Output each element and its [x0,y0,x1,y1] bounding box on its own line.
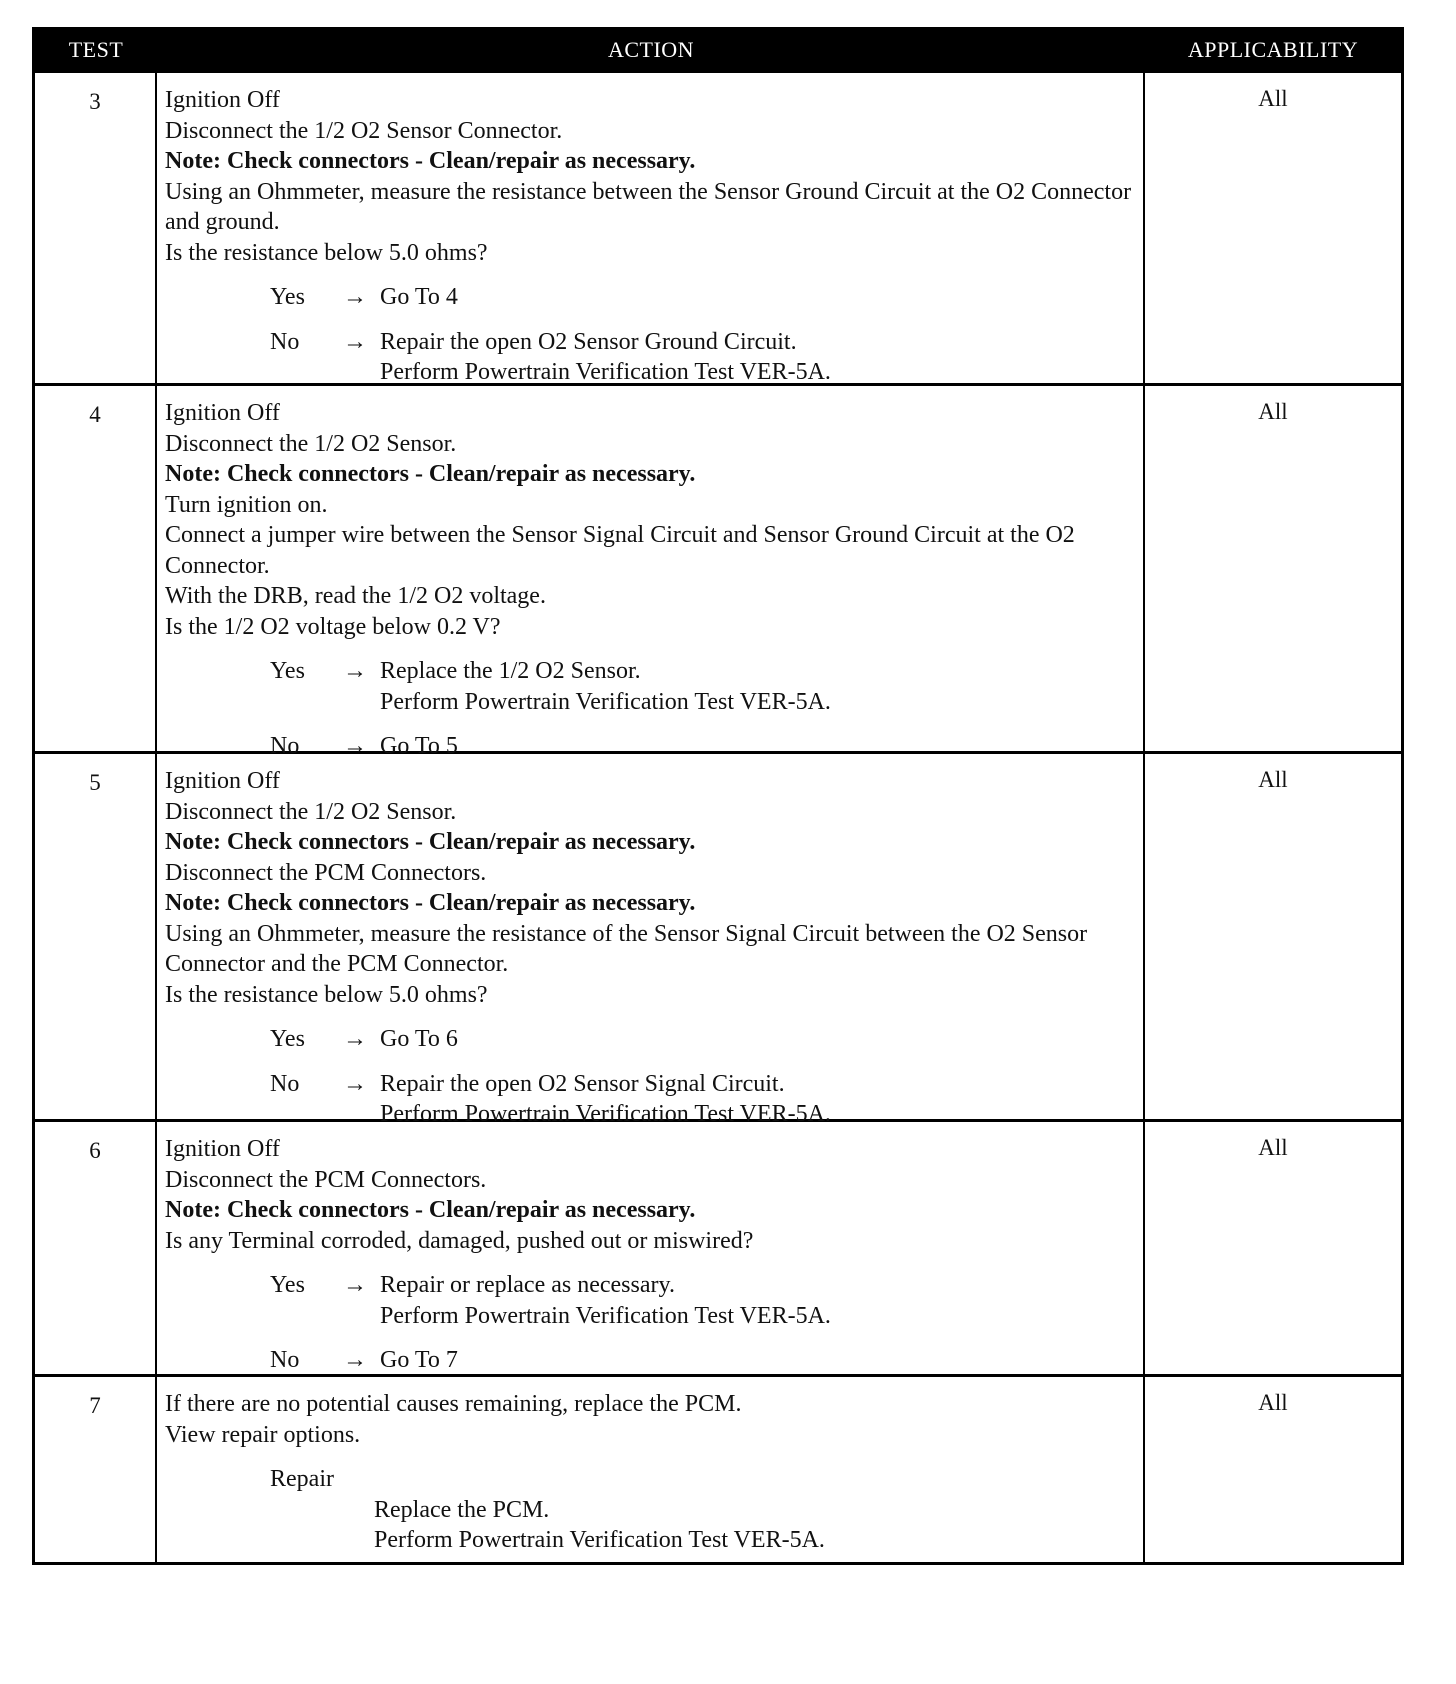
table-header [35,30,1401,70]
question-line: Is the resistance below 5.0 ohms? [165,981,488,1008]
yes-answer [270,282,1135,313]
applicability-cell: All [1258,1135,1288,1160]
note-line: Note: Check connectors - Clean/repair as necessary. [165,148,696,174]
test-number: 6 [35,1122,157,1374]
action-line: Using an Ohmmeter, measure the resistance of the Sensor Signal Circuit between the O2 Sensor Connector and the PCM Connector. [165,920,1088,977]
no-result-verify: Perform Powertrain Verification Test VER-5A. [380,359,831,385]
repair-block [270,1464,1135,1556]
no-label: No [270,1070,300,1097]
yes-result: Go To 4 [380,284,458,310]
no-answer [270,1345,1135,1376]
note-line: Note: Check connectors - Clean/repair as necessary. [165,829,696,855]
test-number: 5 [35,754,157,1119]
action-line: Using an Ohmmeter, measure the resistance between the Sensor Ground Circuit at the O2 Connector and ground. [165,178,1132,235]
yes-result: Replace the 1/2 O2 Sensor. [380,658,641,684]
yes-result: Go To 6 [380,1026,458,1052]
yes-label: Yes [270,1026,305,1052]
action-line: Turn ignition on. [165,491,328,518]
question-line: Is the resistance below 5.0 ohms? [165,239,488,266]
header-applicability: APPLICABILITY [1187,37,1359,62]
applicability-cell: All [1258,1390,1288,1415]
no-result: Go To 7 [380,1347,458,1373]
action-line: Ignition Off [165,87,280,113]
no-label: No [270,1347,300,1373]
arrow-icon: → [343,1070,367,1097]
action-line: Disconnect the PCM Connectors. [165,859,487,886]
repair-verify: Perform Powertrain Verification Test VER-5A. [374,1527,825,1553]
test-row-7 [35,1374,1401,1562]
note-line: Note: Check connectors - Clean/repair as necessary. [165,890,696,916]
arrow-icon: → [343,733,367,759]
yes-label: Yes [270,1272,305,1298]
note-line: Note: Check connectors - Clean/repair as necessary. [165,1197,696,1223]
no-result: Go To 5 [380,733,458,759]
no-result-verify: Perform Powertrain Verification Test VER-5A. [380,1101,831,1127]
test-row-5 [35,751,1401,1127]
test-row-6 [35,1119,1401,1374]
arrow-icon: → [343,1026,367,1052]
yes-result-verify: Perform Powertrain Verification Test VER-5A. [380,688,831,715]
no-result: Repair the open O2 Sensor Ground Circuit. [380,328,797,355]
action-line: With the DRB, read the 1/2 O2 voltage. [165,583,546,609]
action-cell [157,386,1145,759]
action-cell [157,754,1145,1127]
test-number: 3 [35,73,157,383]
yes-answer [270,656,1135,717]
test-number: 4 [35,386,157,751]
yes-answer [270,1024,1135,1055]
action-cell [157,1377,1145,1562]
note-line: Note: Check connectors - Clean/repair as necessary. [165,461,696,487]
yes-answer [270,1270,1135,1331]
header-action: ACTION [607,37,695,62]
arrow-icon: → [343,658,367,684]
no-label: No [270,733,300,759]
no-label: No [270,328,300,355]
test-number: 7 [35,1377,157,1562]
diagnostic-test-table [32,27,1404,1565]
action-line: Disconnect the 1/2 O2 Sensor. [165,430,457,457]
action-line: Disconnect the 1/2 O2 Sensor Connector. [165,117,563,144]
test-row-3 [35,70,1401,383]
no-result: Repair the open O2 Sensor Signal Circuit. [380,1070,785,1097]
repair-label: Repair [270,1466,334,1492]
yes-result: Repair or replace as necessary. [380,1272,675,1298]
action-line: Disconnect the 1/2 O2 Sensor. [165,798,457,825]
arrow-icon: → [343,284,367,310]
yes-label: Yes [270,284,305,310]
yes-result-verify: Perform Powertrain Verification Test VER-5A. [380,1302,831,1329]
question-line: Is the 1/2 O2 voltage below 0.2 V? [165,613,501,640]
question-line: Is any Terminal corroded, damaged, pushed out or miswired? [165,1227,754,1254]
arrow-icon: → [343,1347,367,1373]
action-cell [157,1122,1145,1374]
applicability-cell: All [1258,399,1288,424]
header-test: TEST [68,37,124,62]
action-line: Ignition Off [165,768,280,794]
repair-step: Replace the PCM. [374,1496,550,1523]
applicability-cell: All [1258,767,1288,792]
action-line: View repair options. [165,1421,361,1448]
no-answer [270,1069,1135,1130]
action-line: Ignition Off [165,1136,280,1162]
applicability-cell: All [1258,86,1288,111]
arrow-icon: → [343,328,367,355]
action-line: Ignition Off [165,400,280,426]
action-line: If there are no potential causes remaining, replace the PCM. [165,1391,742,1417]
action-line: Connect a jumper wire between the Sensor Signal Circuit and Sensor Ground Circuit at the O2 Connector. [165,522,1075,579]
no-answer [270,327,1135,388]
test-row-4 [35,383,1401,759]
action-cell [157,73,1145,383]
yes-label: Yes [270,658,305,684]
arrow-icon: → [343,1272,367,1298]
action-line: Disconnect the PCM Connectors. [165,1166,487,1193]
